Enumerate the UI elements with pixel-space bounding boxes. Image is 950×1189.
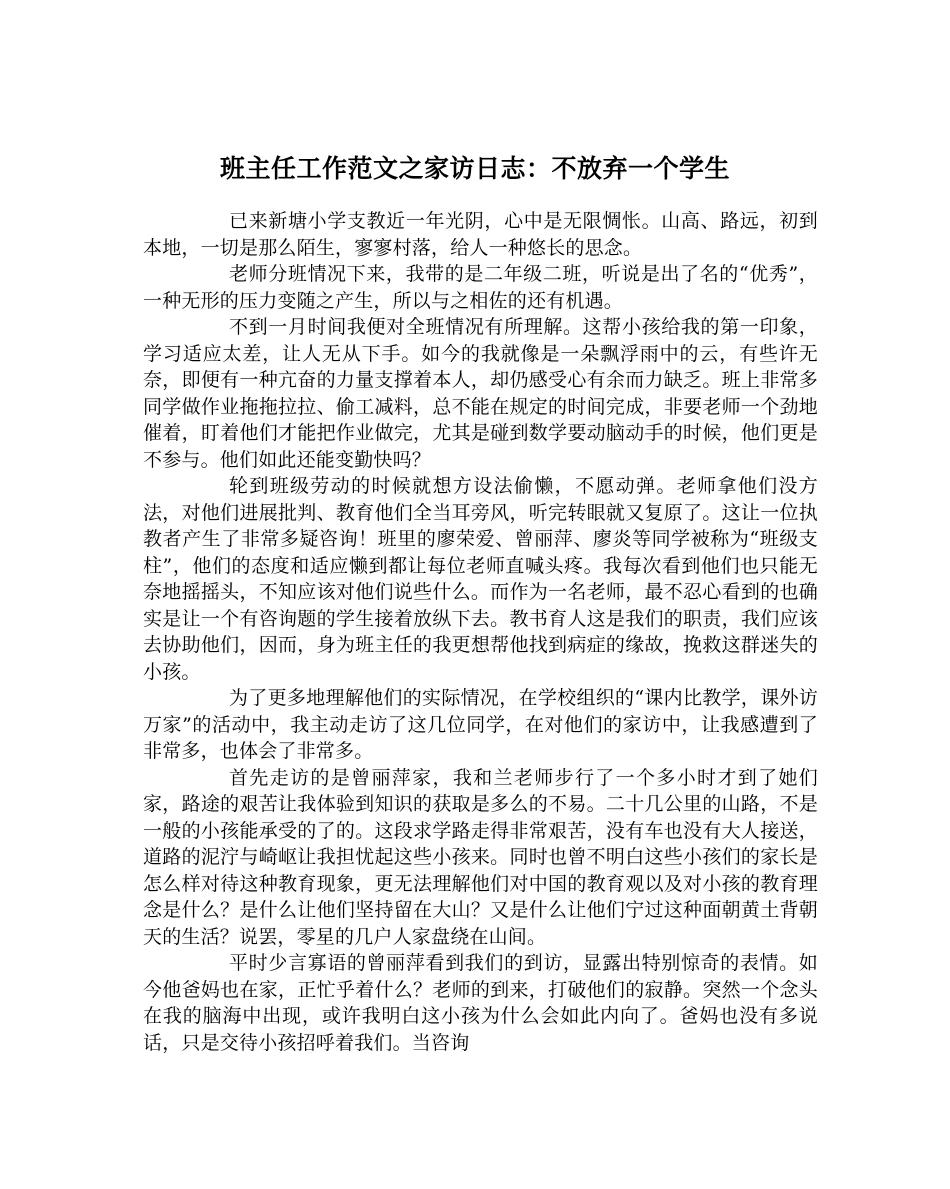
paragraph: 为了更多地理解他们的实际情况，在学校组织的“课内比教学，课外访万家”的活动中，我主动走访了这几位同学，在对他们的家访中，让我感遭到了非常多，也体会了非常多。	[143, 687, 818, 762]
paragraph: 已来新塘小学支教近一年光阴，心中是无限惆怅。山高、路远，初到本地，一切是那么陌生，寥寥村落，给人一种悠长的思念。	[143, 210, 818, 259]
document-body	[143, 208, 818, 1056]
paragraph: 老师分班情况下来，我带的是二年级二班，听说是出了名的“优秀”，一种无形的压力变随之产生，所以与之相佐的还有机遇。	[143, 263, 818, 312]
paragraph: 轮到班级劳动的时候就想方设法偷懒，不愿动弹。老师拿他们没方法，对他们进展批判、教育他们全当耳旁风，听完转眼就又复原了。这让一位执教者产生了非常多疑咨询！班里的廖荣爱、曾丽萍、廖炎等同学被称为“班级支柱”，他们的态度和适应懒到都让每位老师直喊头疼。我每次看到他们也只能无奈地摇摇头，不知应该对他们说些什么。而作为一名老师，最不忍心看到的也确实是让一个有咨询题的学生接着放纵下去。教书育人这是我们的职责，我们应该去协助他们，因而，身为班主任的我更想帮他找到病症的缘故，挽救这群迷失的小孩。	[143, 475, 818, 683]
paragraph: 首先走访的是曾丽萍家，我和兰老师步行了一个多小时才到了她们家，路途的艰苦让我体验到知识的获取是多么的不易。二十几公里的山路，不是一般的小孩能承受的了的。这段求学路走得非常艰苦，没有车也没有大人接送，道路的泥泞与崎岖让我担忧起这些小孩来。同时也曾不明白这些小孩们的家长是怎么样对待这种教育现象，更无法理解他们对中国的教育观以及对小孩的教育理念是什么？是什么让他们坚持留在大山？又是什么让他们宁过这种面朝黄土背朝天的生活？说罢，零星的几户人家盘绕在山间。	[143, 766, 818, 948]
paragraph: 不到一月时间我便对全班情况有所理解。这帮小孩给我的第一印象，学习适应太差，让人无从下手。如今的我就像是一朵飘浮雨中的云，有些许无奈，即便有一种亢奋的力量支撑着本人，却仍感受心有余而力缺乏。班上非常多同学做作业拖拖拉拉、偷工减料，总不能在规定的时间完成，非要老师一个劲地催着，盯着他们才能把作业做完，尤其是碰到数学要动脑动手的时候，他们更是不参与。他们如此还能变勤快吗？	[143, 316, 818, 471]
document-title: 班主任工作范文之家访日志：不放弃一个学生	[219, 153, 730, 183]
paragraph: 平时少言寡语的曾丽萍看到我们的到访，显露出特别惊奇的表情。如今他爸妈也在家，正忙乎着什么？老师的到来，打破他们的寂静。突然一个念头在我的脑海中出现，或许我明白这小孩为什么会如此内向了。爸妈也没有多说话，只是交待小孩招呼着我们。当咨询	[143, 952, 818, 1054]
